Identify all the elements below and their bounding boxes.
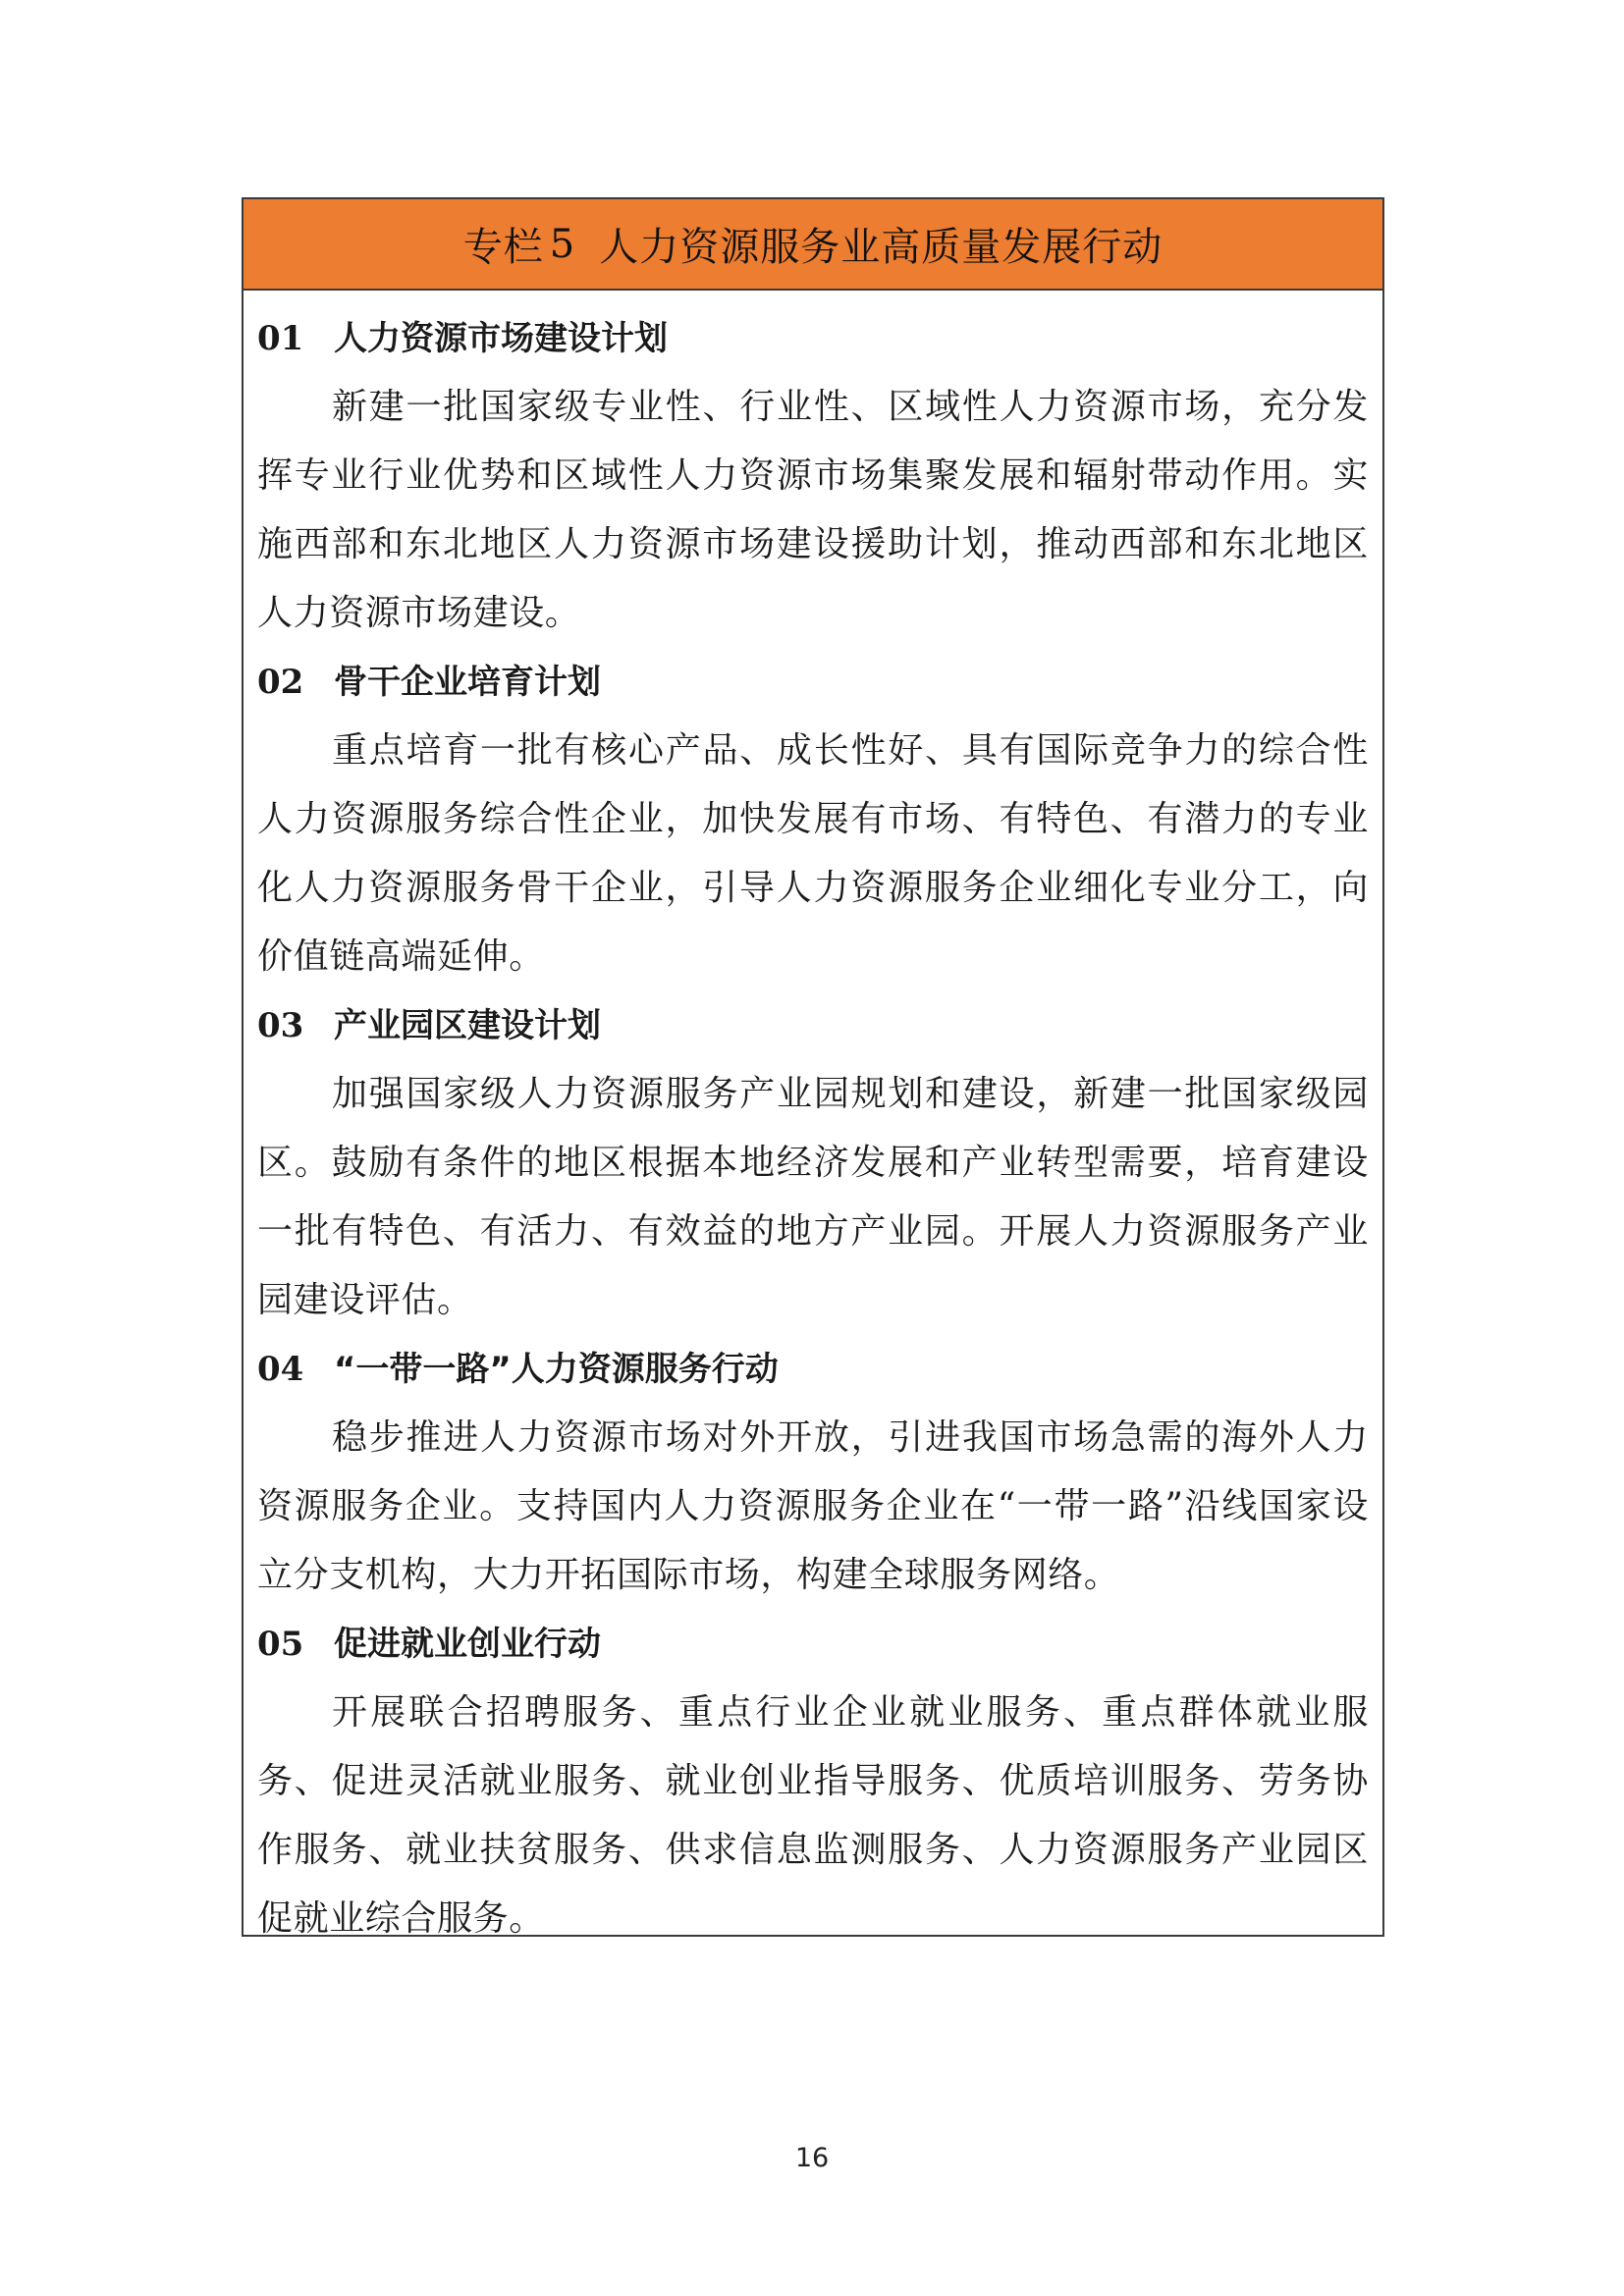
section-title: 促进就业创业行动 bbox=[334, 1625, 601, 1664]
section-paragraph: 加强国家级人力资源服务产业园规划和建设，新建一批国家级园区。鼓励有条件的地区根据本地经济发展和产业转型需要，培育建设一批有特色、有活力、有效益的地方产业园。开展人力资源服务产业园建设评估。 bbox=[257, 1074, 1369, 1320]
section-paragraph: 重点培育一批有核心产品、成长性好、具有国际竞争力的综合性人力资源服务综合性企业，加快发展有市场、有特色、有潜力的专业化人力资源服务骨干企业，引导人力资源服务企业细化专业分工，向价值链高端延伸。 bbox=[257, 730, 1369, 977]
section-heading bbox=[257, 304, 1369, 373]
section-01 bbox=[257, 304, 1369, 648]
section-paragraph: 开展联合招聘服务、重点行业企业就业服务、重点群体就业服务、促进灵活就业服务、就业创业指导服务、优质培训服务、劳务协作服务、就业扶贫服务、供求信息监测服务、人力资源服务产业园区促就业综合服务。 bbox=[257, 1692, 1369, 1939]
section-paragraph: 新建一批国家级专业性、行业性、区域性人力资源市场，充分发挥专业行业优势和区域性人力资源市场集聚发展和辐射带动作用。实施西部和东北地区人力资源市场建设援助计划，推动西部和东北地区人力资源市场建设。 bbox=[257, 387, 1369, 633]
section-number: 05 bbox=[257, 1625, 304, 1664]
column-body bbox=[244, 291, 1382, 1953]
section-heading bbox=[257, 1610, 1369, 1679]
section-title: 产业园区建设计划 bbox=[334, 1006, 601, 1045]
page-number: 16 bbox=[794, 2143, 830, 2173]
column-label: 专栏 bbox=[462, 225, 544, 270]
section-number: 02 bbox=[257, 663, 304, 702]
section-heading bbox=[257, 1335, 1369, 1404]
section-05 bbox=[257, 1610, 1369, 1953]
section-number: 04 bbox=[257, 1350, 304, 1389]
section-number: 03 bbox=[257, 1006, 304, 1045]
section-number: 01 bbox=[257, 319, 304, 358]
column-header bbox=[244, 199, 1382, 291]
column-box bbox=[242, 197, 1384, 1937]
section-title: 人力资源市场建设计划 bbox=[334, 319, 668, 358]
section-title: 骨干企业培育计划 bbox=[334, 663, 601, 702]
section-03 bbox=[257, 991, 1369, 1335]
section-title: “一带一路”人力资源服务行动 bbox=[334, 1350, 779, 1389]
column-number: 5 bbox=[549, 221, 576, 267]
section-paragraph: 稳步推进人力资源市场对外开放，引进我国市场急需的海外人力资源服务企业。支持国内人力资源服务企业在“一带一路”沿线国家设立分支机构，大力开拓国际市场，构建全球服务网络。 bbox=[257, 1417, 1369, 1595]
section-02 bbox=[257, 648, 1369, 991]
column-title: 人力资源服务业高质量发展行动 bbox=[599, 225, 1164, 270]
section-04 bbox=[257, 1335, 1369, 1610]
section-heading bbox=[257, 991, 1369, 1060]
section-heading bbox=[257, 648, 1369, 717]
